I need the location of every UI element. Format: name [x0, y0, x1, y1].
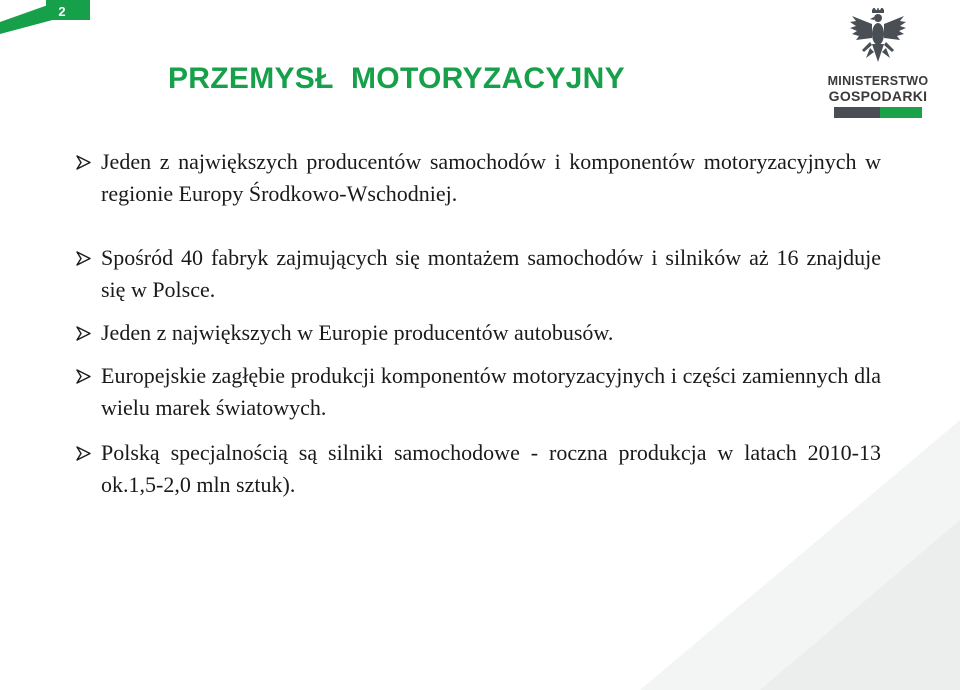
arrowhead-bullet-icon	[76, 155, 91, 170]
page-number-badge	[0, 0, 90, 34]
logo-bar-grey	[834, 107, 880, 118]
bullet-text: Polską specjalnością są silniki samochodowe - roczna produkcja w latach 2010-13 ok.1,5-2,0 mln sztuk).	[101, 440, 881, 497]
bullet-text: Jeden z największych producentów samochodów i komponentów motoryzacyjnych w regionie Europy Środkowo-Wschodniej.	[101, 149, 881, 206]
arrowhead-bullet-icon	[76, 369, 91, 384]
bullet-item	[76, 317, 881, 349]
page-number: 2	[58, 4, 66, 19]
bullet-item	[76, 242, 881, 306]
arrowhead-bullet-icon	[76, 446, 91, 461]
bullet-text: Spośród 40 fabryk zajmujących się montażem samochodów i silników aż 16 znajduje się w Polsce.	[101, 245, 881, 302]
bullet-item	[76, 360, 881, 424]
bullet-text: Jeden z największych w Europie producentów autobusów.	[101, 320, 614, 345]
slide-title: PRZEMYSŁ MOTORYZACYJNY	[168, 62, 625, 95]
bullet-text: Europejskie zagłębie produkcji komponentów motoryzacyjnych i części zamiennych dla wielu marek światowych.	[101, 363, 881, 420]
bullet-item	[76, 437, 881, 501]
logo-bar-green	[880, 107, 922, 118]
bullet-list	[76, 146, 881, 501]
logo-color-bar	[834, 107, 922, 118]
arrowhead-bullet-icon	[76, 326, 91, 341]
bullet-item	[76, 146, 881, 210]
arrowhead-bullet-icon	[76, 251, 91, 266]
ministry-logo	[826, 8, 930, 120]
polish-eagle-emblem-icon	[848, 8, 908, 72]
logo-text-gospodarki: GOSPODARKI	[828, 88, 928, 104]
logo-text-ministerstwo: MINISTERSTWO	[827, 74, 929, 88]
